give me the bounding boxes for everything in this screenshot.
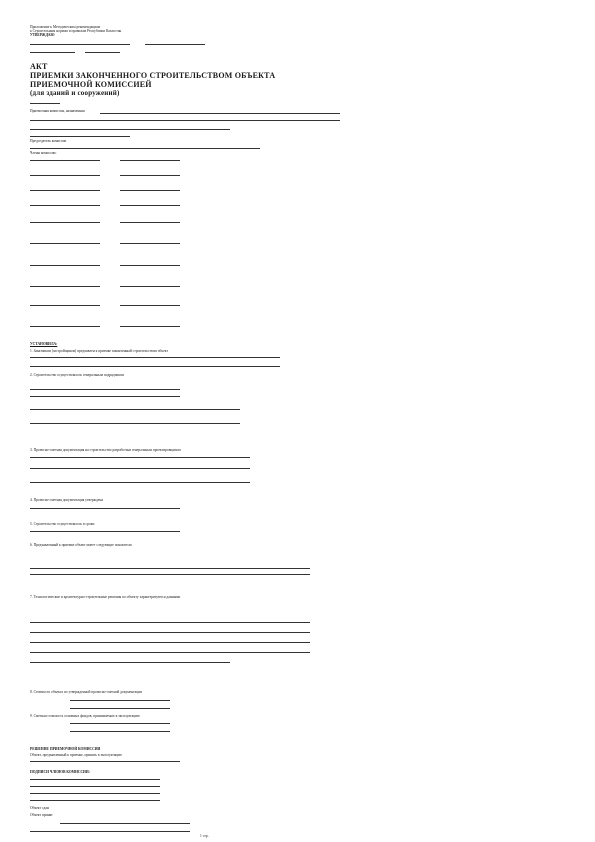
s8-line (70, 700, 170, 701)
s3-line-2 (30, 468, 250, 469)
header-line-2: к Строительным нормам и правилам Республики Казахстан (30, 29, 122, 33)
s5-line (30, 531, 180, 532)
member-row (30, 190, 100, 191)
s3-line-3 (30, 482, 250, 483)
signature-line (30, 779, 160, 780)
s7-line-2 (30, 632, 310, 633)
s2-line-3 (30, 409, 240, 410)
member-row-sign (120, 305, 180, 306)
member-row (30, 305, 100, 306)
indicators-table-row (30, 574, 310, 575)
s7-line-5 (30, 662, 230, 663)
section-6: 6. Предъявленный к приемке объект имеет следующие показатели (30, 543, 132, 547)
section-2: 2. Строительство осуществлялось генеральным подрядчиком (30, 373, 124, 377)
date-line (30, 52, 75, 53)
header-line-1: Приложение к Методическим рекомендациям (30, 25, 101, 29)
received-label: Объект принят (30, 813, 53, 817)
commission-label: Приемочная комиссия, назначенная (30, 109, 85, 113)
member-row (30, 222, 100, 223)
member-row (30, 326, 100, 327)
title-line-2: ПРИЕМКИ ЗАКОНЧЕННОГО СТРОИТЕЛЬСТВОМ ОБЪЕКТА (30, 71, 276, 80)
signature-line (30, 800, 160, 801)
member-row-sign (120, 190, 180, 191)
chairman-line (30, 148, 260, 149)
signature-line (30, 793, 160, 794)
member-row (30, 205, 100, 206)
commission-line-4 (30, 136, 130, 137)
approve-line (30, 44, 130, 45)
s1-line (30, 357, 280, 358)
s2-line-4 (30, 423, 240, 424)
member-row-sign (120, 222, 180, 223)
member-row (30, 175, 100, 176)
signature-line (30, 786, 160, 787)
member-row (30, 243, 100, 244)
s2-line-2 (30, 396, 180, 397)
signatures-heading: ПОДПИСИ ЧЛЕНОВ КОМИССИИ: (30, 770, 90, 774)
s7-line-3 (30, 642, 310, 643)
section-7: 7. Технологические и архитектурно-строительные решения по объекту характеризуются данными (30, 595, 181, 599)
s1-line-2 (30, 366, 280, 367)
member-row-sign (120, 326, 180, 327)
member-row-sign (120, 160, 180, 161)
established-label: УСТАНОВИЛА: (30, 342, 58, 346)
decision-line (30, 761, 180, 762)
members-label: Члены комиссии: (30, 151, 57, 155)
member-row (30, 265, 100, 266)
chairman-label: Председатель комиссии (30, 139, 67, 143)
member-row-sign (120, 265, 180, 266)
s2-line (30, 389, 180, 390)
commission-line-2 (30, 120, 340, 121)
section-3: 3. Проектно-сметная документация на строительство разработана генеральным проектировщиком (30, 448, 181, 452)
title-date-line (30, 103, 60, 104)
page-number: 1 стр. (200, 834, 209, 838)
section-4: 4. Проектно-сметная документация утверждена (30, 498, 104, 502)
s8-line-2 (70, 708, 170, 709)
s7-line-4 (30, 652, 310, 653)
title-act: АКТ (30, 62, 48, 71)
commission-line (100, 113, 340, 114)
title-line-3: ПРИЕМОЧНОЙ КОМИССИЕЙ (30, 80, 152, 89)
s4-line (30, 508, 180, 509)
title-line-4: (для зданий и сооружений) (30, 89, 120, 97)
approve-label: УТВЕРЖДАЮ (30, 33, 55, 37)
s3-line (30, 457, 250, 458)
member-row-sign (120, 175, 180, 176)
s7-line (30, 622, 310, 623)
indicators-table-row (30, 568, 310, 569)
s9-line (70, 723, 170, 724)
handed-label: Объект сдан (30, 806, 49, 810)
section-5: 5. Строительство осуществлялось в сроки (30, 522, 95, 526)
commission-line-3 (30, 129, 230, 130)
received-line (60, 823, 190, 824)
section-1: 1. Заказчиком (застройщиком) предъявлен к приемке законченный строительством объект (30, 349, 168, 353)
received-line-2 (30, 831, 190, 832)
member-row-sign (120, 243, 180, 244)
date-line-2 (85, 52, 120, 53)
section-8: 8. Стоимость объекта по утвержденной проектно-сметной документации (30, 690, 143, 694)
member-row (30, 160, 100, 161)
decision-heading: РЕШЕНИЕ ПРИЕМОЧНОЙ КОМИССИИ (30, 747, 101, 751)
s9-line-2 (70, 731, 170, 732)
section-9: 9. Сметная стоимость основных фондов, принимаемых в эксплуатацию (30, 714, 140, 718)
approve-line-2 (145, 44, 205, 45)
member-row-sign (120, 205, 180, 206)
accepted-text: Объект, предъявленный к приемке, принять в эксплуатацию (30, 753, 122, 757)
member-row (30, 286, 100, 287)
member-row-sign (120, 286, 180, 287)
